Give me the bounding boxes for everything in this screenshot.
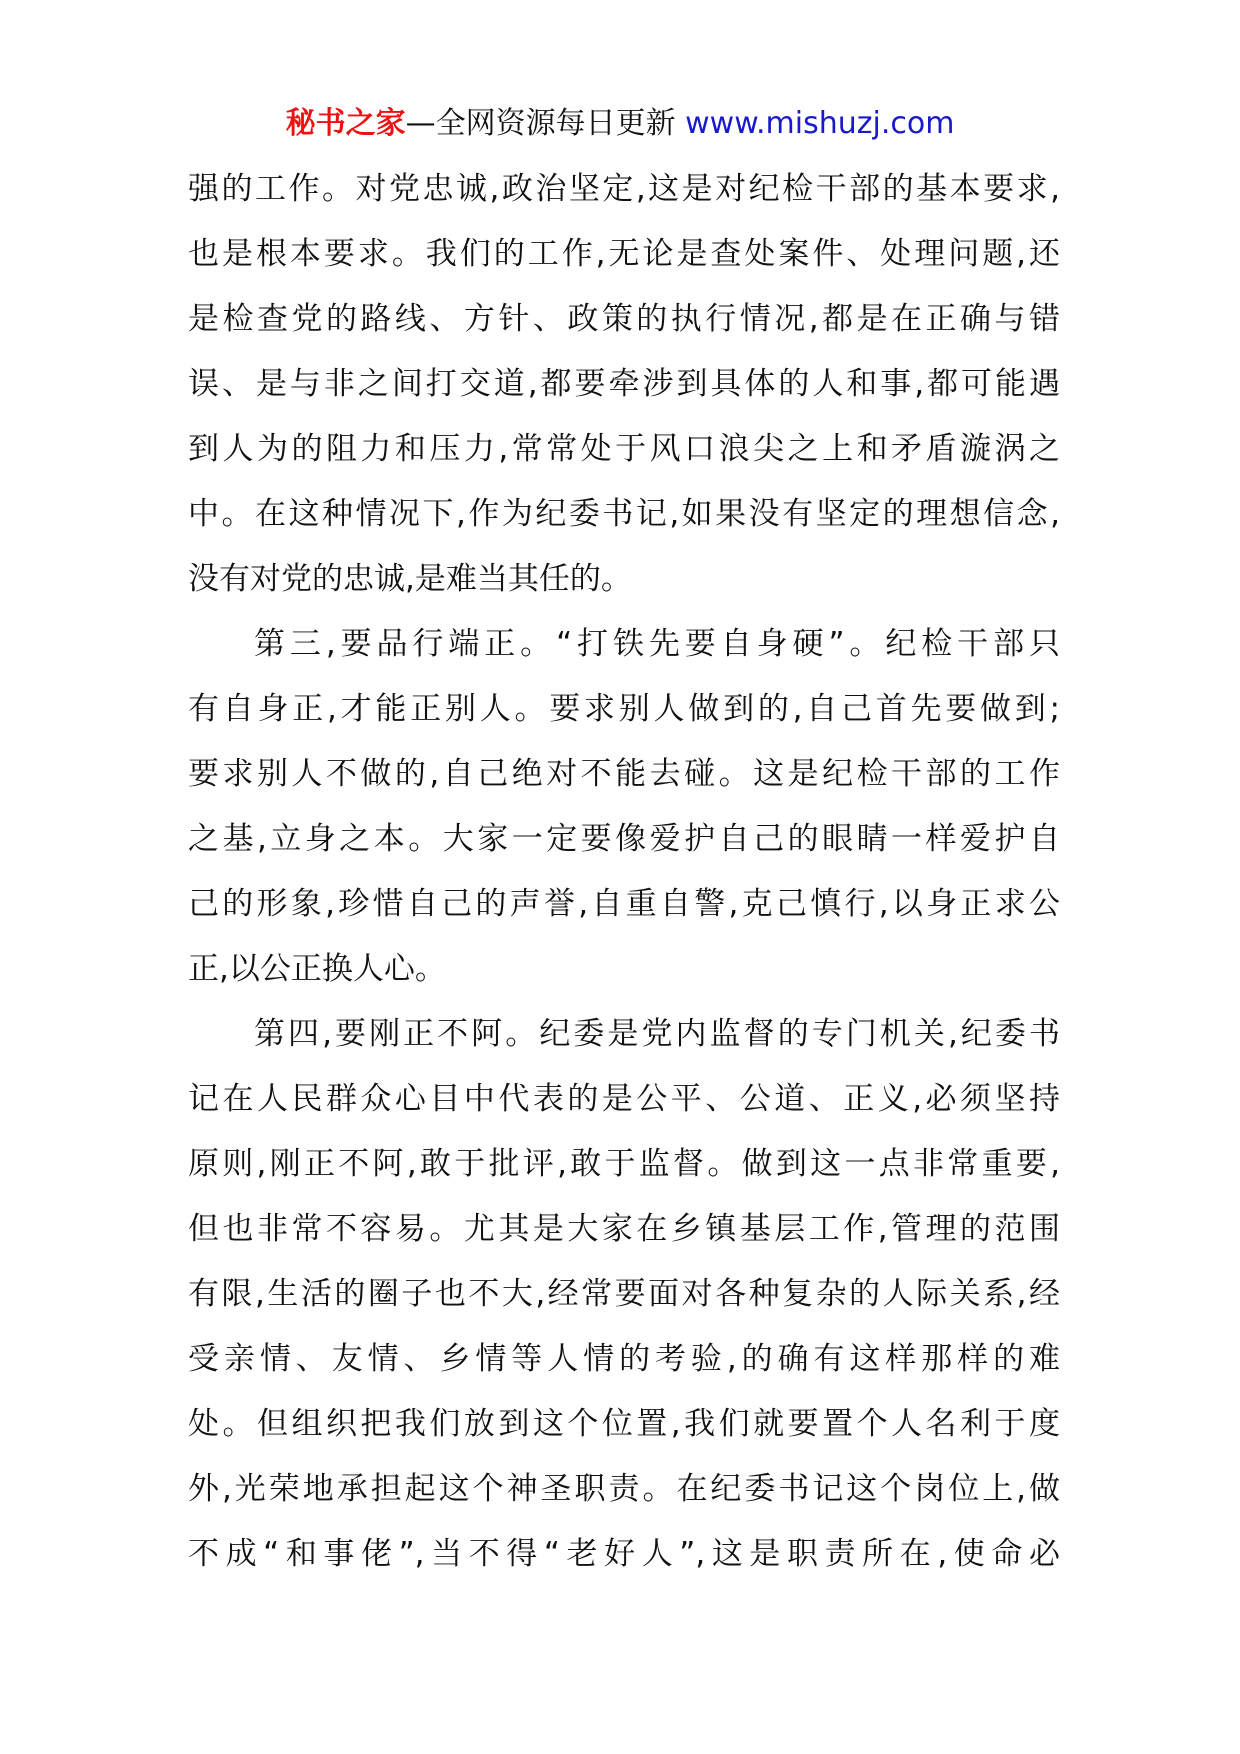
- text-line: 第三,要品行端正。“打铁先要自身硬”。纪检干部只: [254, 626, 1060, 662]
- text-line: 要求别人不做的,自己绝对不能去碰。这是纪检干部的工作: [188, 756, 1060, 792]
- text-line: 也是根本要求。我们的工作,无论是查处案件、处理问题,还: [188, 236, 1060, 272]
- text-line: 己的形象,珍惜自己的声誉,自重自警,克己慎行,以身正求公: [188, 886, 1060, 922]
- text-line: 原则,刚正不阿,敢于批评,敢于监督。做到这一点非常重要,: [188, 1146, 1060, 1182]
- text-line: 误、是与非之间打交道,都要牵涉到具体的人和事,都可能遇: [188, 366, 1060, 402]
- paragraph: [188, 1002, 1060, 1587]
- site-url-link[interactable]: www.mishuzj.com: [685, 106, 955, 141]
- text-line: 处。但组织把我们放到这个位置,我们就要置个人名利于度: [188, 1406, 1060, 1442]
- paragraph: [188, 157, 1060, 612]
- text-line: 强的工作。对党忠诚,政治坚定,这是对纪检干部的基本要求,: [188, 171, 1060, 207]
- text-line: 正,以公正换人心。: [188, 951, 446, 987]
- text-line: 到人为的阻力和压力,常常处于风口浪尖之上和矛盾漩涡之: [188, 431, 1060, 467]
- document-body: [188, 157, 1060, 1587]
- text-line: 第四,要刚正不阿。纪委是党内监督的专门机关,纪委书: [254, 1016, 1060, 1052]
- text-line: 但也非常不容易。尤其是大家在乡镇基层工作,管理的范围: [188, 1211, 1060, 1247]
- text-line: 外,光荣地承担起这个神圣职责。在纪委书记这个岗位上,做: [188, 1471, 1060, 1507]
- text-line: 不成“和事佬”,当不得“老好人”,这是职责所在,使命必: [188, 1536, 1060, 1572]
- text-line: 是检查党的路线、方针、政策的执行情况,都是在正确与错: [188, 301, 1060, 337]
- text-line: 受亲情、友情、乡情等人情的考验,的确有这样那样的难: [188, 1341, 1060, 1377]
- text-line: 没有对党的忠诚,是难当其任的。: [188, 561, 632, 597]
- text-line: 有限,生活的圈子也不大,经常要面对各种复杂的人际关系,经: [188, 1276, 1060, 1312]
- header-tagline: —全网资源每日更新: [405, 106, 676, 141]
- paragraph: [188, 612, 1060, 1002]
- text-line: 之基,立身之本。大家一定要像爱护自己的眼睛一样爱护自: [188, 821, 1060, 857]
- text-line: 有自身正,才能正别人。要求别人做到的,自己首先要做到;: [188, 691, 1060, 727]
- site-header: [0, 104, 1240, 144]
- text-line: 记在人民群众心目中代表的是公平、公道、正义,必须坚持: [188, 1081, 1060, 1117]
- text-line: 中。在这种情况下,作为纪委书记,如果没有坚定的理想信念,: [188, 496, 1060, 532]
- brand-name: 秘书之家: [285, 106, 406, 141]
